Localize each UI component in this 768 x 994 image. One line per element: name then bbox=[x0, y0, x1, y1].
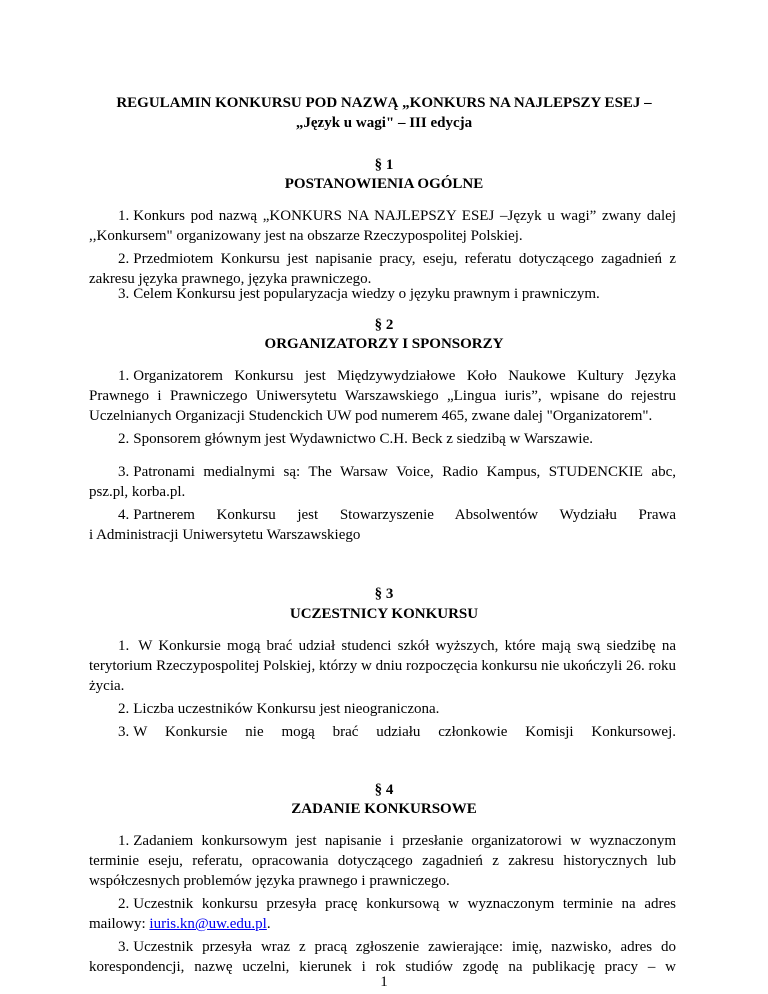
paragraph-text: Uczestnik przesyła wraz z pracą zgłoszenie zawierające: imię, nazwisko, adres do korespondencji, nazwę uczelni, kierunek i rok studiów zgodę na publikację pracy – w bbox=[89, 939, 676, 975]
paragraph-number: 1. bbox=[118, 833, 130, 849]
paragraph-text: Liczba uczestników Konkursu jest nieograniczona. bbox=[133, 701, 440, 717]
section-1-paragraph-1 bbox=[89, 206, 676, 246]
section-2-symbol: § 2 bbox=[374, 317, 394, 333]
section-3-heading: UCZESTNICY KONKURSU bbox=[289, 606, 479, 622]
paragraph-text: W Konkursie nie mogą brać udziału członkowie Komisji Konkursowej. bbox=[133, 724, 676, 740]
section-2-paragraph-1 bbox=[89, 366, 676, 426]
paragraph-text: Konkurs pod nazwą „KONKURS NA NAJLEPSZY ESEJ –Język u wagi” zwany dalej ,,Konkursem" organizowany jest na obszarze Rzeczypospolitej Polskiej. bbox=[89, 208, 676, 244]
paragraph-text: Patronami medialnymi są: The Warsaw Voice, Radio Kampus, STUDENCKIE abc, psz.pl, korba.pl. bbox=[89, 464, 676, 500]
paragraph-number: 3. bbox=[118, 286, 130, 302]
paragraph-text: Organizatorem Konkursu jest Międzywydziałowe Koło Naukowe Kultury Języka Prawnego i Prawniczego Uniwersytetu Warszawskiego „Lingua iuris”, wpisane do rejestru Uczelnianych Organizacji Studenckich UW pod numerem 465, zwane dalej "Organizatorem". bbox=[89, 368, 676, 424]
page-number: 1 bbox=[380, 974, 388, 990]
section-2-paragraph-3 bbox=[89, 462, 676, 502]
document-title-line1: REGULAMIN KONKURSU POD NAZWĄ „KONKURS NA NAJLEPSZY ESEJ – bbox=[116, 95, 652, 111]
paragraph-number: 2. bbox=[118, 251, 130, 267]
paragraph-text: Partnerem Konkursu jest Stowarzyszenie Absolwentów Wydziału Prawa bbox=[133, 507, 676, 523]
paragraph-number: 1. bbox=[118, 638, 130, 654]
paragraph-number: 1. bbox=[118, 208, 130, 224]
section-3-paragraph-2 bbox=[89, 699, 676, 719]
paragraph-text: Zadaniem konkursowym jest napisanie i przesłanie organizatorowi w wyznaczonym terminie eseju, referatu, opracowania dotyczącego zagadnień z zakresu historycznych lub współczesnych problemów języka prawnego i prawniczego. bbox=[89, 833, 676, 889]
document-title-line2: „Język u wagi" – III edycja bbox=[295, 115, 473, 131]
paragraph-number: 2. bbox=[118, 431, 130, 447]
paragraph-number: 2. bbox=[118, 701, 130, 717]
section-3-symbol: § 3 bbox=[374, 586, 394, 602]
paragraph-number: 1. bbox=[118, 368, 130, 384]
section-3-paragraph-3 bbox=[89, 722, 676, 742]
section-4-paragraph-1 bbox=[89, 831, 676, 891]
section-4-paragraph-3 bbox=[89, 937, 676, 977]
section-1-paragraph-2 bbox=[89, 249, 676, 289]
section-2-heading: ORGANIZATORZY I SPONSORZY bbox=[264, 336, 504, 352]
section-1-heading: POSTANOWIENIA OGÓLNE bbox=[284, 176, 484, 192]
email-link[interactable]: iuris.kn@uw.edu.pl bbox=[149, 916, 267, 932]
paragraph-text: W Konkursie mogą brać udział studenci szkół wyższych, które mają swą siedzibę na terytorium Rzeczypospolitej Polskiej, którzy w dniu rozpoczęcia konkursu nie ukończyli 26. roku życia. bbox=[89, 638, 676, 694]
section-2-paragraph-4-line1 bbox=[89, 505, 676, 525]
section-4-paragraph-2 bbox=[89, 894, 676, 934]
section-3-paragraph-1 bbox=[89, 636, 676, 696]
section-1-paragraph-3 bbox=[89, 284, 676, 304]
paragraph-text: Celem Konkursu jest popularyzacja wiedzy o języku prawnym i prawniczym. bbox=[133, 286, 600, 302]
section-2-paragraph-2 bbox=[89, 429, 676, 449]
section-1-symbol: § 1 bbox=[374, 157, 394, 173]
section-4-symbol: § 4 bbox=[374, 782, 394, 798]
section-4-heading: ZADANIE KONKURSOWE bbox=[291, 801, 477, 817]
paragraph-text: Uczestnik konkursu przesyła pracę konkursową w wyznaczonym terminie na adres mailowy: bbox=[89, 896, 676, 932]
paragraph-number: 3. bbox=[118, 939, 130, 955]
paragraph-text-end: . bbox=[266, 916, 271, 932]
paragraph-number: 3. bbox=[118, 724, 130, 740]
paragraph-text: Przedmiotem Konkursu jest napisanie pracy, eseju, referatu dotyczącego zagadnień z zakresu języka prawnego, języka prawniczego. bbox=[89, 251, 676, 287]
paragraph-text: Sponsorem głównym jest Wydawnictwo C.H. Beck z siedzibą w Warszawie. bbox=[133, 431, 593, 447]
paragraph-number: 3. bbox=[118, 464, 130, 480]
paragraph-number: 4. bbox=[118, 507, 130, 523]
section-2-paragraph-4-line2: i Administracji Uniwersytetu Warszawskiego bbox=[89, 527, 361, 543]
paragraph-number: 2. bbox=[118, 896, 130, 912]
